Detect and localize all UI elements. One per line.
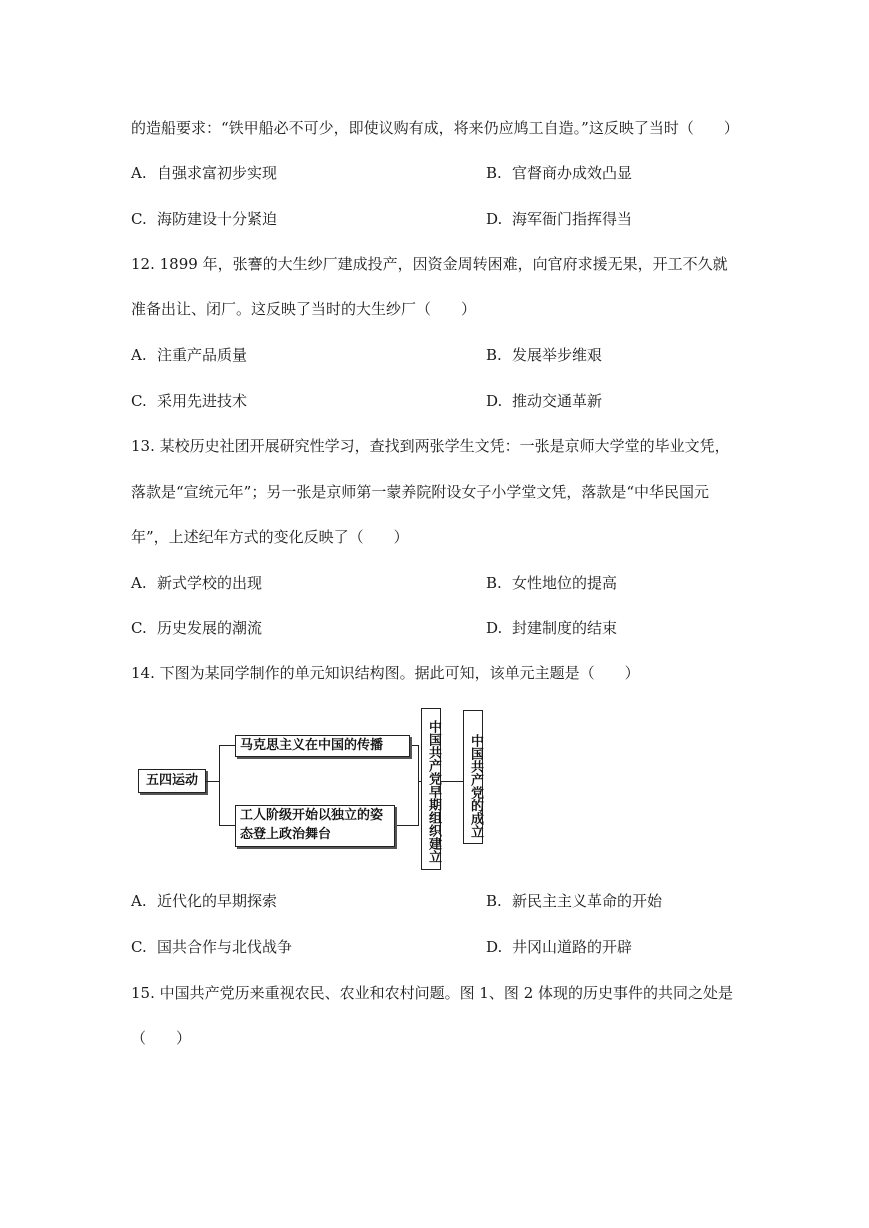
q11-option-c[interactable] (131, 209, 277, 229)
option-letter: D. (486, 619, 503, 637)
option-text: 新民主主义革命的开始 (512, 892, 663, 910)
connector-line (219, 745, 235, 746)
connector-line (441, 781, 464, 782)
connector-line (418, 745, 419, 825)
q12-stem-line2: 准备出让、闭厂。这反映了当时的大生纱厂（ ） (131, 300, 477, 318)
q12-option-c[interactable] (131, 391, 247, 411)
q14-option-c[interactable] (131, 937, 292, 957)
q15-stem-line1: 15. 中国共产党历来重视农民、农业和农村问题。图 1、图 2 体现的历史事件的共同之处是 (131, 984, 734, 1002)
q12-stem-line1: 12. 1899 年，张謇的大生纱厂建成投产，因资金周转困难，向官府求援无果，开工不久就 (131, 255, 728, 273)
option-text: 女性地位的提高 (512, 574, 618, 592)
option-text: 注重产品质量 (157, 346, 248, 364)
q11-stem: 的造船要求：“铁甲船必不可少，即使议购有成，将来仍应鸠工自造。”这反映了当时（ ） (131, 119, 739, 137)
q13-stem-line3: 年”，上述纪年方式的变化反映了（ ） (131, 528, 409, 546)
option-letter: B. (486, 164, 502, 182)
q13-option-c[interactable] (131, 618, 262, 638)
option-text: 官督商办成效凸显 (512, 164, 633, 182)
option-letter: D. (486, 938, 503, 956)
q12-option-d[interactable] (486, 391, 602, 411)
option-letter: C. (131, 938, 147, 956)
q14-option-b[interactable] (486, 891, 662, 911)
q14-option-a[interactable] (131, 891, 277, 911)
connector-line (206, 781, 220, 782)
option-letter: B. (486, 892, 502, 910)
q14-stem: 14. 下图为某同学制作的单元知识结构图。据此可知，该单元主题是（ ） (131, 664, 640, 682)
option-letter: C. (131, 210, 147, 228)
option-text: 自强求富初步实现 (157, 164, 278, 182)
q11-option-a[interactable] (131, 163, 277, 183)
q14-option-d[interactable] (486, 937, 632, 957)
option-text: 封建制度的结束 (512, 619, 618, 637)
q13-option-a[interactable] (131, 573, 262, 593)
diagram-branch-working-class-box: 工人阶级开始以独立的姿态登上政治舞台 (235, 805, 395, 847)
option-text: 海军衙门指挥得当 (512, 210, 633, 228)
option-text: 新式学校的出现 (157, 574, 263, 592)
q11-option-d[interactable] (486, 209, 632, 229)
connector-line (397, 825, 419, 826)
option-text: 历史发展的潮流 (157, 619, 263, 637)
diagram-branch-marxism-box: 马克思主义在中国的传播 (235, 735, 410, 757)
option-letter: A. (131, 892, 147, 910)
q12-option-a[interactable] (131, 345, 247, 365)
option-text: 井冈山道路的开辟 (512, 938, 633, 956)
connector-line (219, 745, 220, 825)
q13-stem-line1: 13. 某校历史社团开展研究性学习，查找到两张学生文凭：一张是京师大学堂的毕业文凭， (131, 437, 730, 455)
diagram-root-box: 五四运动 (138, 769, 206, 793)
option-text: 采用先进技术 (157, 392, 248, 410)
option-letter: C. (131, 392, 147, 410)
option-text: 推动交通革新 (512, 392, 603, 410)
option-letter: C. (131, 619, 147, 637)
option-letter: D. (486, 392, 503, 410)
q15-stem-line2: （ ） (131, 1029, 192, 1047)
option-text: 发展举步维艰 (512, 346, 603, 364)
q11-option-b[interactable] (486, 163, 632, 183)
q13-option-d[interactable] (486, 618, 617, 638)
option-letter: A. (131, 164, 147, 182)
option-letter: B. (486, 574, 502, 592)
option-letter: A. (131, 574, 147, 592)
option-letter: B. (486, 346, 502, 364)
option-letter: D. (486, 210, 503, 228)
option-letter: A. (131, 346, 147, 364)
knowledge-structure-diagram (138, 706, 498, 874)
option-text: 国共合作与北伐战争 (157, 938, 293, 956)
q13-stem-line2: 落款是“宣统元年”；另一张是京师第一蒙养院附设女子小学堂文凭，落款是“中华民国元 (131, 483, 710, 501)
connector-line (219, 825, 235, 826)
diagram-cpc-founding-box: 中国共产党的成立 (463, 710, 483, 844)
option-text: 海防建设十分紧迫 (157, 210, 278, 228)
q12-option-b[interactable] (486, 345, 602, 365)
option-text: 近代化的早期探索 (157, 892, 278, 910)
diagram-early-organization-box: 中国共产党早期组织建立 (421, 708, 441, 870)
q13-option-b[interactable] (486, 573, 617, 593)
